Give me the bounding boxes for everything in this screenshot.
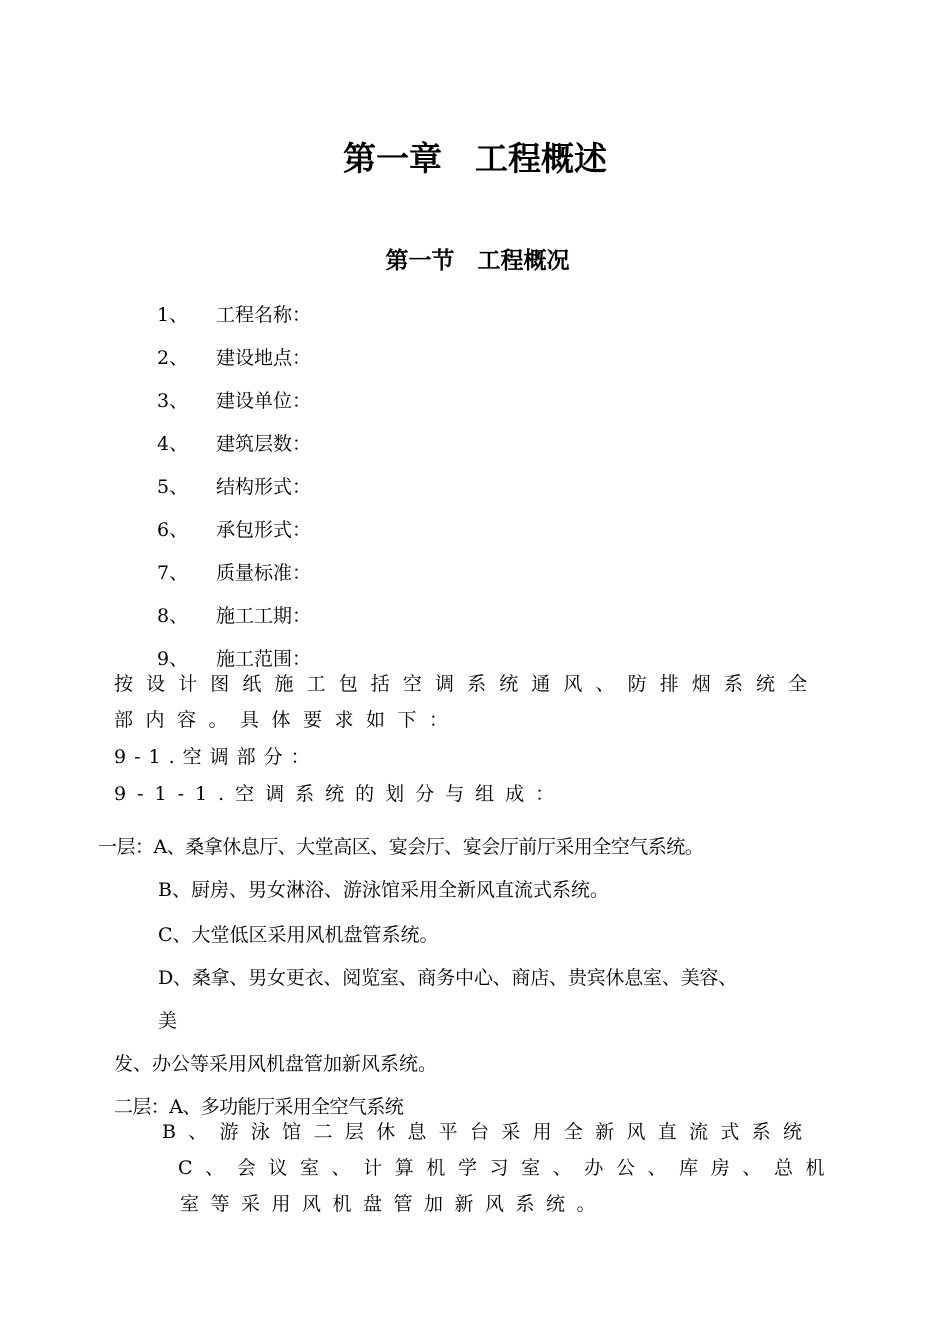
list-item-number: 7、 [157,562,189,584]
scope-line-2: 部内容。具体要求如下： [114,709,461,731]
section-title: 第一节 工程概况 [385,248,570,274]
list-item-label: 建设地点： [216,347,312,369]
list-item-label: 工程名称： [216,304,312,326]
subheading-system-division: 9-1-1.空调系统的划分与组成： [114,783,566,805]
list-item-number: 8、 [157,605,189,627]
floor1-item-d: D、桑拿、男女更衣、阅览室、商务中心、商店、贵宾休息室、美容、 [158,967,738,989]
list-item-label: 质量标准： [216,562,312,584]
floor2-item-b: B、游泳馆二层休息平台采用全新风直流式系统 [162,1121,815,1143]
floor1-item-a: 一层：A、桑拿休息厅、大堂高区、宴会厅、宴会厅前厅采用全空气系统。 [98,836,704,858]
scope-line-1: 按设计图纸施工包括空调系统通风、防排烟系统全 [114,673,821,695]
subheading-air-conditioning: 9-1.空调部分： [114,746,318,768]
list-item-number: 6、 [157,519,189,541]
list-item-number: 5、 [157,476,189,498]
floor2-item-a: 二层：A、多功能厅采用全空气系统 [114,1096,404,1118]
floor1-item-d-continued: 美 [158,1010,178,1032]
list-item-label: 结构形式： [216,476,312,498]
floor2-item-c-line1: C、会议室、计算机学习室、办公、库房、总机 [178,1157,838,1179]
list-item-label: 建筑层数： [216,433,312,455]
list-item-label: 建设单位： [216,390,312,412]
list-item-label: 施工范围： [216,648,312,670]
floor1-item-c: C、大堂低区采用风机盘管系统。 [158,924,439,946]
list-item-number: 2、 [157,347,189,369]
floor2-item-c-line2: 室等采用风机盘管加新风系统。 [180,1193,608,1215]
list-item-number: 3、 [157,390,189,412]
list-item-number: 1、 [157,304,189,326]
floor1-item-d-tail: 发、办公等采用风机盘管加新风系统。 [114,1053,438,1075]
chapter-title: 第一章 工程概述 [343,139,607,178]
list-item-number: 4、 [157,433,189,455]
list-item-label: 承包形式： [216,519,312,541]
list-item-number: 9、 [157,648,189,670]
floor1-item-b: B、厨房、男女淋浴、游泳馆采用全新风直流式系统。 [158,879,609,901]
list-item-label: 施工工期： [216,605,312,627]
